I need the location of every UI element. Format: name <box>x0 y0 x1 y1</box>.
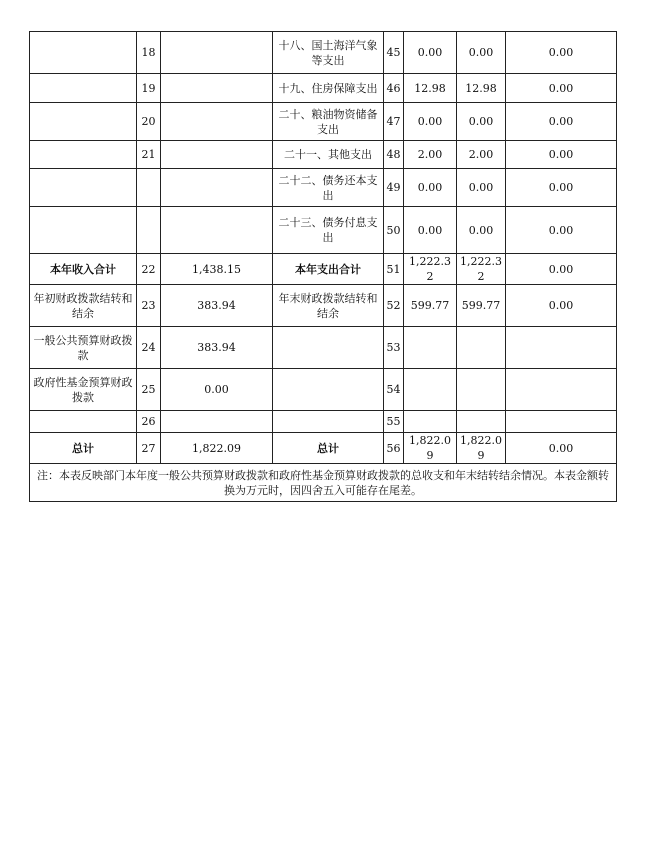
expense-item <box>273 411 384 433</box>
income-seq <box>137 207 161 254</box>
expense-fund-budget <box>506 369 617 411</box>
expense-general-budget <box>457 411 506 433</box>
table-row <box>30 74 617 103</box>
expense-fund-budget: 0.00 <box>506 141 617 169</box>
expense-item: 十八、国土海洋气象等支出 <box>273 32 384 74</box>
income-amount <box>161 103 273 141</box>
income-amount <box>161 141 273 169</box>
expense-item: 十九、住房保障支出 <box>273 74 384 103</box>
income-seq: 20 <box>137 103 161 141</box>
table-row <box>30 327 617 369</box>
expense-general-budget: 0.00 <box>457 103 506 141</box>
expense-item <box>273 327 384 369</box>
table-row <box>30 254 617 285</box>
expense-item: 二十二、债务还本支出 <box>273 169 384 207</box>
expense-item: 年末财政拨款结转和结余 <box>273 285 384 327</box>
table-row <box>30 141 617 169</box>
income-amount: 383.94 <box>161 285 273 327</box>
expense-item: 二十、粮油物资储备支出 <box>273 103 384 141</box>
expense-general-budget: 599.77 <box>457 285 506 327</box>
table-row <box>30 369 617 411</box>
expense-general-budget: 2.00 <box>457 141 506 169</box>
expense-general-budget: 0.00 <box>457 207 506 254</box>
income-item: 政府性基金预算财政拨款 <box>30 369 137 411</box>
expense-item: 二十三、债务付息支出 <box>273 207 384 254</box>
income-item: 年初财政拨款结转和结余 <box>30 285 137 327</box>
income-item <box>30 32 137 74</box>
expense-fund-budget: 0.00 <box>506 103 617 141</box>
income-amount: 1,438.15 <box>161 254 273 285</box>
income-item: 一般公共预算财政拨款 <box>30 327 137 369</box>
expense-total <box>404 411 457 433</box>
income-amount: 0.00 <box>161 369 273 411</box>
income-seq: 24 <box>137 327 161 369</box>
table-row <box>30 169 617 207</box>
expense-total <box>404 369 457 411</box>
income-amount: 383.94 <box>161 327 273 369</box>
income-amount <box>161 411 273 433</box>
expense-fund-budget: 0.00 <box>506 207 617 254</box>
income-seq: 19 <box>137 74 161 103</box>
expense-seq: 52 <box>384 285 404 327</box>
expense-fund-budget: 0.00 <box>506 32 617 74</box>
expense-general-budget: 0.00 <box>457 32 506 74</box>
expense-seq: 50 <box>384 207 404 254</box>
income-item <box>30 411 137 433</box>
expense-general-budget: 1,222.32 <box>457 254 506 285</box>
income-amount <box>161 74 273 103</box>
income-item <box>30 103 137 141</box>
income-seq: 26 <box>137 411 161 433</box>
expense-seq: 49 <box>384 169 404 207</box>
table-row <box>30 103 617 141</box>
expense-total: 1,222.32 <box>404 254 457 285</box>
table-row <box>30 285 617 327</box>
expense-fund-budget: 0.00 <box>506 433 617 464</box>
expense-total: 0.00 <box>404 207 457 254</box>
income-amount <box>161 32 273 74</box>
income-item <box>30 207 137 254</box>
table-row <box>30 433 617 464</box>
expense-general-budget: 0.00 <box>457 169 506 207</box>
income-seq: 27 <box>137 433 161 464</box>
expense-general-budget <box>457 369 506 411</box>
expense-item <box>273 369 384 411</box>
income-item: 本年收入合计 <box>30 254 137 285</box>
expense-total: 0.00 <box>404 169 457 207</box>
expense-seq: 53 <box>384 327 404 369</box>
expense-fund-budget: 0.00 <box>506 169 617 207</box>
expense-fund-budget <box>506 411 617 433</box>
table-row <box>30 411 617 433</box>
expense-seq: 45 <box>384 32 404 74</box>
expense-seq: 54 <box>384 369 404 411</box>
expense-seq: 48 <box>384 141 404 169</box>
expense-fund-budget: 0.00 <box>506 74 617 103</box>
income-seq: 21 <box>137 141 161 169</box>
expense-total: 12.98 <box>404 74 457 103</box>
income-seq <box>137 169 161 207</box>
expense-total: 0.00 <box>404 32 457 74</box>
expense-seq: 56 <box>384 433 404 464</box>
expense-seq: 51 <box>384 254 404 285</box>
expense-general-budget <box>457 327 506 369</box>
expense-item: 总计 <box>273 433 384 464</box>
income-amount <box>161 169 273 207</box>
expense-fund-budget: 0.00 <box>506 254 617 285</box>
income-item: 总计 <box>30 433 137 464</box>
income-item <box>30 141 137 169</box>
table-row <box>30 32 617 74</box>
expense-total <box>404 327 457 369</box>
income-item <box>30 74 137 103</box>
income-seq: 18 <box>137 32 161 74</box>
income-item <box>30 169 137 207</box>
income-seq: 22 <box>137 254 161 285</box>
expense-general-budget: 12.98 <box>457 74 506 103</box>
income-amount <box>161 207 273 254</box>
note-row <box>30 464 617 502</box>
expense-fund-budget: 0.00 <box>506 285 617 327</box>
expense-total: 599.77 <box>404 285 457 327</box>
expense-total: 0.00 <box>404 103 457 141</box>
fiscal-appropriation-table <box>29 31 617 502</box>
expense-item: 二十一、其他支出 <box>273 141 384 169</box>
expense-fund-budget <box>506 327 617 369</box>
expense-total: 1,822.09 <box>404 433 457 464</box>
table-note: 注：本表反映部门本年度一般公共预算财政拨款和政府性基金预算财政拨款的总收支和年末结转结余情况。本表金额转换为万元时，因四舍五入可能存在尾差。 <box>30 464 617 502</box>
table-row <box>30 207 617 254</box>
expense-seq: 46 <box>384 74 404 103</box>
income-seq: 23 <box>137 285 161 327</box>
expense-general-budget: 1,822.09 <box>457 433 506 464</box>
income-seq: 25 <box>137 369 161 411</box>
income-amount: 1,822.09 <box>161 433 273 464</box>
expense-seq: 47 <box>384 103 404 141</box>
expense-total: 2.00 <box>404 141 457 169</box>
expense-seq: 55 <box>384 411 404 433</box>
expense-item: 本年支出合计 <box>273 254 384 285</box>
